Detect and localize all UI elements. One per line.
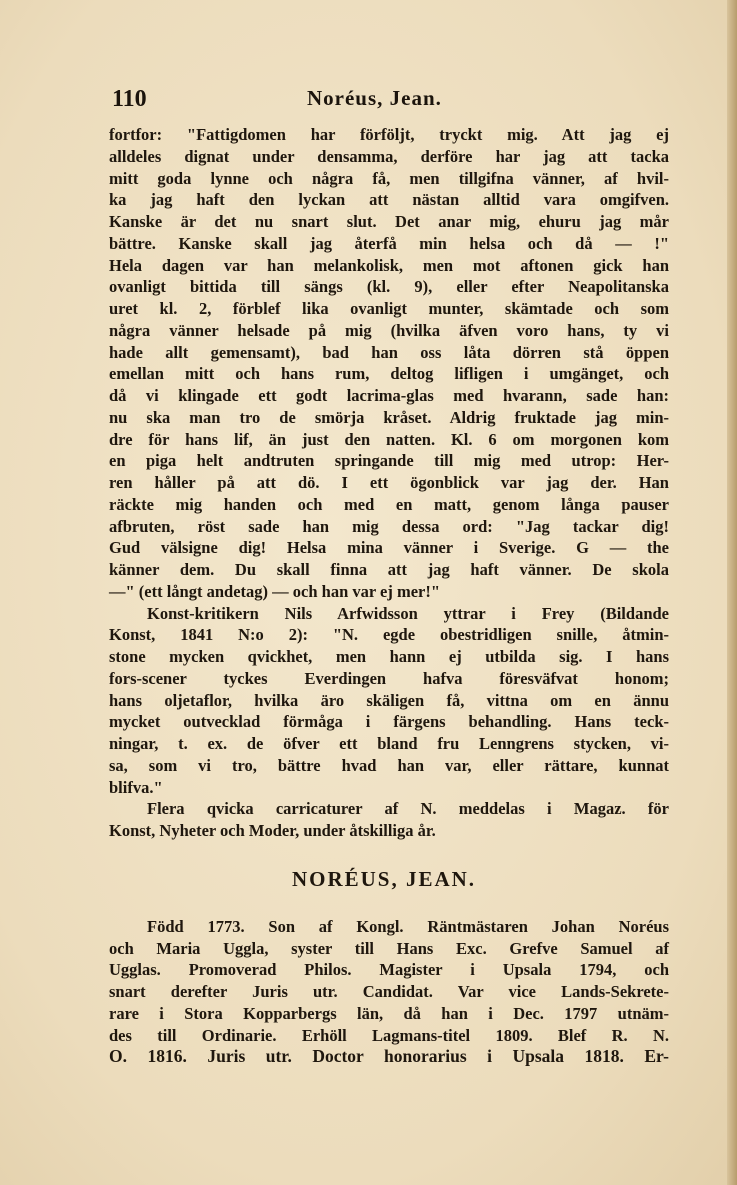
- text-line: Konst-kritikern Nils Arfwidsson yttrar i Frey (Bildande: [147, 603, 669, 623]
- section-heading: NORÉUS, JEAN.: [291, 866, 477, 891]
- text-line: mitt goda lynne och några få, men tillgifna vänner, af hvil-: [109, 168, 669, 188]
- text-line: fors-scener tyckes Everdingen hafva föresväfvat honom;: [109, 668, 669, 688]
- text-line: hans oljetaflor, hvilka äro skäligen få, vittna om en ännu: [109, 690, 669, 710]
- text-line: alldeles dignat under densamma, derföre har jag att tacka: [109, 146, 669, 166]
- text-line: hade allt gemensamt), bad han oss låta dörren stå öppen: [109, 342, 669, 362]
- text-line: Konst, Nyheter och Moder, under åtskilliga år.: [109, 821, 436, 840]
- text-line: Ugglas. Promoverad Philos. Magister i Upsala 1794, och: [109, 960, 669, 980]
- text-line: mycket outvecklad förmåga i färgens behandling. Hans teck-: [109, 712, 669, 732]
- text-line: då vi klingade ett godt lacrima-glas med hvarann, sade han:: [109, 386, 669, 405]
- text-line: dre för hans lif, än just den natten. Kl. 6 om morgonen kom: [109, 429, 669, 449]
- text-line: fortfor: "Fattigdomen har förföljt, tryckt mig. Att jag ej: [109, 125, 669, 144]
- text-line: räckte mig handen och med en matt, genom långa pauser: [109, 494, 669, 514]
- text-line: nu ska man tro de smörja kråset. Aldrig fruktade jag min-: [109, 407, 669, 427]
- text-line: några vänner helsade på mig (hvilka äfven voro hans, ty vi: [109, 320, 669, 340]
- text-line: rare i Stora Kopparbergs län, då han i Dec. 1797 utnäm-: [109, 1003, 669, 1023]
- text-line: uret kl. 2, förblef lika ovanligt munter, skämtade och som: [109, 299, 669, 318]
- text-line: emellan mitt och hans rum, deltog lifligen i umgänget, och: [109, 364, 669, 384]
- page-number: 110: [112, 86, 147, 112]
- text-line: bättre. Kanske skall jag återfå min helsa och då — !": [109, 233, 669, 253]
- text-line: O. 1816. Juris utr. Doctor honorarius i Upsala 1818. Er-: [109, 1046, 669, 1067]
- text-line: des till Ordinarie. Erhöll Lagmans-titel 1809. Blef R. N.: [109, 1025, 669, 1045]
- text-line: Flera qvicka carricaturer af N. meddelas i Magaz. för: [147, 799, 669, 819]
- page-edge: [727, 0, 737, 1185]
- text-line: —" (ett långt andetag) — och han var ej mer!": [109, 581, 441, 601]
- text-line: ka jag haft den lyckan att nästan alltid vara omgifven.: [109, 190, 669, 210]
- text-line: stone mycken qvickhet, men hann ej utbilda sig. I hans: [109, 647, 669, 666]
- text-line: ovanligt bittida till sängs (kl. 9), eller efter Neapolitanska: [109, 277, 669, 297]
- running-title: Noréus, Jean.: [307, 86, 442, 110]
- body-text: [109, 124, 669, 1068]
- text-line: känner dem. Du skall finna att jag haft vänner. De skola: [109, 560, 669, 579]
- text-line: blifva.": [109, 777, 163, 797]
- page-header: [112, 86, 652, 116]
- text-line: Konst, 1841 N:o 2): "N. egde obestridligen snille, åtmin-: [109, 625, 669, 645]
- text-line: afbruten, röst sade han mig dessa ord: "Jag tackar dig!: [109, 516, 669, 536]
- text-line: Kanske är det nu snart slut. Det anar mig, ehuru jag mår: [109, 212, 669, 231]
- text-line: sa, som vi tro, bättre hvad han var, eller rättare, kunnat: [109, 755, 669, 775]
- text-line: snart derefter Juris utr. Candidat. Var vice Lands-Sekrete-: [109, 982, 669, 1001]
- text-line: Hela dagen var han melankolisk, men mot aftonen gick han: [109, 255, 669, 275]
- text-line: Gud välsigne dig! Helsa mina vänner i Sverige. G — the: [109, 538, 669, 558]
- text-line: ren håller på att dö. I ett ögonblick var jag der. Han: [109, 473, 669, 492]
- text-line: ningar, t. ex. de öfver ett bland fru Lenngrens stycken, vi-: [109, 734, 669, 753]
- text-line: och Maria Uggla, syster till Hans Exc. Grefve Samuel af: [109, 938, 669, 958]
- text-line: en piga helt andtruten springande till mig med utrop: Her-: [109, 451, 669, 471]
- text-line: Född 1773. Son af Kongl. Räntmästaren Johan Noréus: [147, 916, 669, 936]
